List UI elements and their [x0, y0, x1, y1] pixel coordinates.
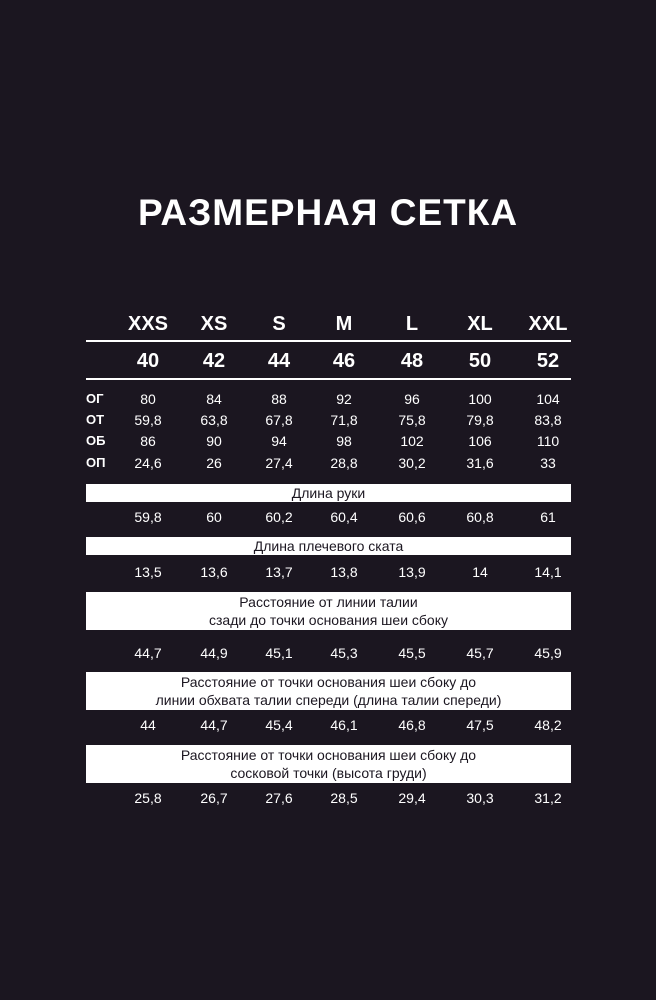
section-value-row-cell: 30,3 [466, 790, 494, 806]
measure-row-cell: 86 [140, 433, 156, 449]
ru-size-row-cell: 48 [400, 350, 424, 372]
measure-row-cell: 71,8 [330, 412, 358, 428]
ru-size-row [0, 350, 656, 374]
measure-row-cell: 98 [336, 433, 352, 449]
measure-row-cell: 94 [271, 433, 287, 449]
section-value-row-cell: 45,7 [466, 645, 494, 661]
section-header-band [86, 537, 571, 555]
section-value-row-cell: 44,9 [200, 645, 228, 661]
measure-row-cell: 33 [540, 455, 556, 471]
section-value-row-cell: 25,8 [134, 790, 162, 806]
section-value-row [0, 509, 656, 533]
measure-row-cell: 59,8 [134, 412, 162, 428]
measure-row-cell: 26 [206, 455, 222, 471]
measure-row-cell: 104 [536, 391, 560, 407]
measure-row-cell: 63,8 [200, 412, 228, 428]
measure-row-cell: 83,8 [534, 412, 562, 428]
measure-row-cell: 88 [271, 391, 287, 407]
section-value-row-cell: 46,1 [330, 717, 358, 733]
section-header-band [86, 592, 571, 630]
section-title-line: сзади до точки основания шеи сбоку [209, 612, 448, 628]
size-letter-row-cell: XXL [528, 313, 568, 335]
section-value-row-cell: 48,2 [534, 717, 562, 733]
section-title-line: сосковой точки (высота груди) [230, 765, 427, 781]
measure-row-cell: 100 [468, 391, 492, 407]
size-letter-row-cell: XS [200, 313, 228, 335]
section-value-row-cell: 47,5 [466, 717, 494, 733]
ru-size-row-cell: 46 [332, 350, 356, 372]
section-value-row-cell: 44,7 [134, 645, 162, 661]
measure-row-cell: 27,4 [265, 455, 293, 471]
section-title-line: Длина руки [291, 485, 366, 501]
measure-label: ОТ [86, 412, 105, 427]
header-divider-top [86, 340, 571, 342]
header-divider-bottom [86, 378, 571, 380]
section-value-row-cell: 29,4 [398, 790, 426, 806]
measure-label: ОБ [86, 433, 106, 448]
measure-row-cell: 90 [206, 433, 222, 449]
section-value-row-cell: 14,1 [534, 564, 562, 580]
section-value-row-cell: 60,8 [466, 509, 494, 525]
section-value-row-cell: 13,7 [265, 564, 293, 580]
section-title-line: Расстояние от точки основания шеи сбоку до [180, 747, 477, 763]
measure-row-cell: 80 [140, 391, 156, 407]
section-value-row-cell: 28,5 [330, 790, 358, 806]
section-value-row-cell: 45,9 [534, 645, 562, 661]
section-value-row-cell: 45,4 [265, 717, 293, 733]
section-value-row [0, 717, 656, 741]
measure-row-cell: 96 [404, 391, 420, 407]
measure-row-cell: 106 [468, 433, 492, 449]
section-value-row-cell: 13,8 [330, 564, 358, 580]
size-letter-row-cell: XL [467, 313, 493, 335]
ru-size-row-cell: 52 [536, 350, 560, 372]
ru-size-row-cell: 50 [468, 350, 492, 372]
size-letter-row [0, 313, 656, 337]
measure-row-cell: 79,8 [466, 412, 494, 428]
measure-row-cell: 31,6 [466, 455, 494, 471]
section-value-row [0, 645, 656, 669]
section-value-row-cell: 27,6 [265, 790, 293, 806]
section-value-row-cell: 13,9 [398, 564, 426, 580]
ru-size-row-cell: 44 [267, 350, 291, 372]
measure-row-cell: 84 [206, 391, 222, 407]
measure-row-cell: 102 [400, 433, 424, 449]
section-value-row-cell: 46,8 [398, 717, 426, 733]
section-title-line: Длина плечевого ската [253, 538, 404, 554]
ru-size-row-cell: 42 [202, 350, 226, 372]
section-value-row [0, 790, 656, 814]
measure-label: ОГ [86, 391, 104, 406]
section-value-row-cell: 26,7 [200, 790, 228, 806]
section-header-band [86, 745, 571, 783]
section-header-band [86, 484, 571, 502]
measure-row [0, 433, 656, 457]
measure-row-cell: 67,8 [265, 412, 293, 428]
measure-row-cell: 75,8 [398, 412, 426, 428]
ru-size-row-cell: 40 [136, 350, 160, 372]
measure-row-cell: 110 [536, 433, 560, 449]
measure-row-cell: 30,2 [398, 455, 426, 471]
measure-row-cell: 24,6 [134, 455, 162, 471]
section-title-line: Расстояние от точки основания шеи сбоку до [180, 674, 477, 690]
section-value-row-cell: 14 [472, 564, 488, 580]
section-title-line: линии обхвата талии спереди (длина талии спереди) [155, 692, 502, 708]
section-value-row-cell: 59,8 [134, 509, 162, 525]
size-letter-row-cell: XXS [127, 313, 169, 335]
section-value-row-cell: 60,4 [330, 509, 358, 525]
page-title: РАЗМЕРНАЯ СЕТКА [137, 192, 519, 233]
size-letter-row-cell: S [272, 313, 286, 335]
section-value-row-cell: 45,3 [330, 645, 358, 661]
section-value-row-cell: 31,2 [534, 790, 562, 806]
section-value-row-cell: 61 [540, 509, 556, 525]
section-value-row-cell: 45,5 [398, 645, 426, 661]
section-value-row-cell: 60 [206, 509, 222, 525]
section-title-line: Расстояние от линии талии [239, 594, 418, 610]
section-value-row-cell: 44 [140, 717, 156, 733]
measure-label: ОП [86, 455, 106, 470]
section-value-row-cell: 45,1 [265, 645, 293, 661]
section-header-band [86, 672, 571, 710]
measure-row-cell: 28,8 [330, 455, 358, 471]
measure-row [0, 455, 656, 479]
size-letter-row-cell: L [405, 313, 419, 335]
size-letter-row-cell: M [335, 313, 353, 335]
section-value-row-cell: 44,7 [200, 717, 228, 733]
section-value-row-cell: 60,6 [398, 509, 426, 525]
section-value-row-cell: 13,5 [134, 564, 162, 580]
measure-row-cell: 92 [336, 391, 352, 407]
section-value-row-cell: 13,6 [200, 564, 228, 580]
section-value-row [0, 564, 656, 588]
section-value-row-cell: 60,2 [265, 509, 293, 525]
